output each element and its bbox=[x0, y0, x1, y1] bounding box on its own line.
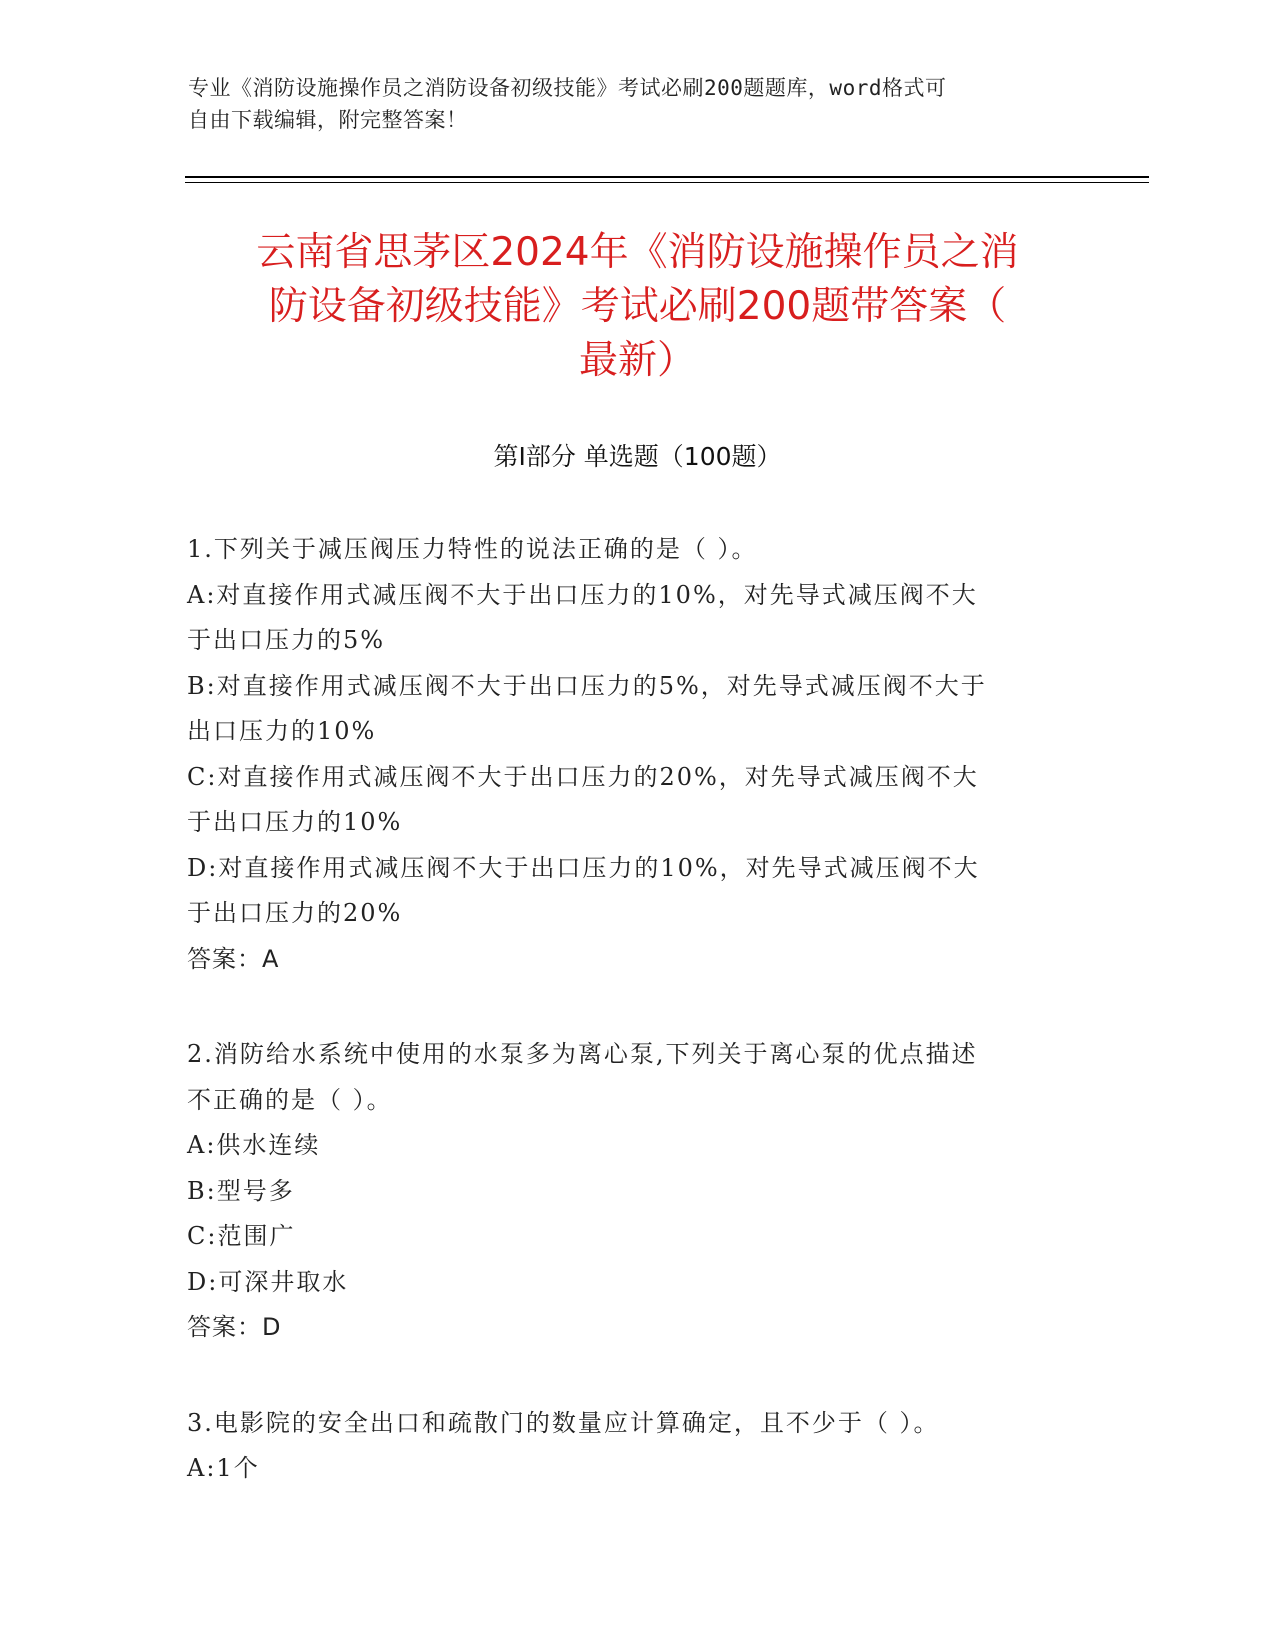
question-item bbox=[187, 1032, 1087, 1351]
option-line: A:对直接作用式减压阀不大于出口压力的10%，对先导式减压阀不大 bbox=[187, 580, 978, 609]
header-divider-thin bbox=[185, 182, 1149, 183]
option-line: D:可深井取水 bbox=[187, 1267, 349, 1296]
header-note-line: 自由下载编辑，附完整答案！ bbox=[188, 108, 468, 132]
question-stem: 2.消防给水系统中使用的水泵多为离心泵,下列关于离心泵的优点描述 bbox=[187, 1040, 978, 1068]
header-note bbox=[188, 72, 1068, 136]
option-line: D:对直接作用式减压阀不大于出口压力的10%，对先导式减压阀不大 bbox=[187, 853, 980, 882]
question-stem: 不正确的是（ ）。 bbox=[187, 1085, 393, 1114]
question-stem: 1.下列关于减压阀压力特性的说法正确的是（ ）。 bbox=[187, 535, 758, 563]
answer-line: 答案：D bbox=[187, 1313, 282, 1341]
option-line: B:型号多 bbox=[187, 1176, 295, 1205]
option-line: B:对直接作用式减压阀不大于出口压力的5%，对先导式减压阀不大于 bbox=[187, 671, 987, 700]
option-line: A:供水连续 bbox=[187, 1131, 321, 1159]
header-divider-thick bbox=[185, 176, 1149, 178]
title-line: 云南省思茅区2024年《消防设施操作员之消 bbox=[256, 230, 1019, 275]
question-item bbox=[187, 527, 1087, 982]
section-heading: 第I部分 单选题（100题） bbox=[493, 442, 782, 471]
option-line: 于出口压力的5% bbox=[187, 626, 386, 654]
option-line: 出口压力的10% bbox=[187, 717, 377, 745]
question-stem: 3.电影院的安全出口和疏散门的数量应计算确定，且不少于（ ）。 bbox=[187, 1408, 940, 1437]
option-line: A:1个 bbox=[187, 1454, 260, 1482]
title-line: 最新） bbox=[578, 338, 696, 383]
question-list bbox=[187, 527, 1087, 1542]
option-line: 于出口压力的20% bbox=[187, 899, 403, 927]
option-line: C:范围广 bbox=[187, 1222, 296, 1250]
header-note-line: 专业《消防设施操作员之消防设备初级技能》考试必刷200题题库，word格式可 bbox=[188, 76, 947, 100]
title-line: 防设备初级技能》考试必刷200题带答案（ bbox=[268, 284, 1007, 329]
option-line: C:对直接作用式减压阀不大于出口压力的20%，对先导式减压阀不大 bbox=[187, 762, 979, 791]
answer-line: 答案：A bbox=[187, 944, 280, 973]
document-title bbox=[160, 226, 1115, 388]
option-line: 于出口压力的10% bbox=[187, 808, 403, 836]
question-item bbox=[187, 1401, 1087, 1492]
